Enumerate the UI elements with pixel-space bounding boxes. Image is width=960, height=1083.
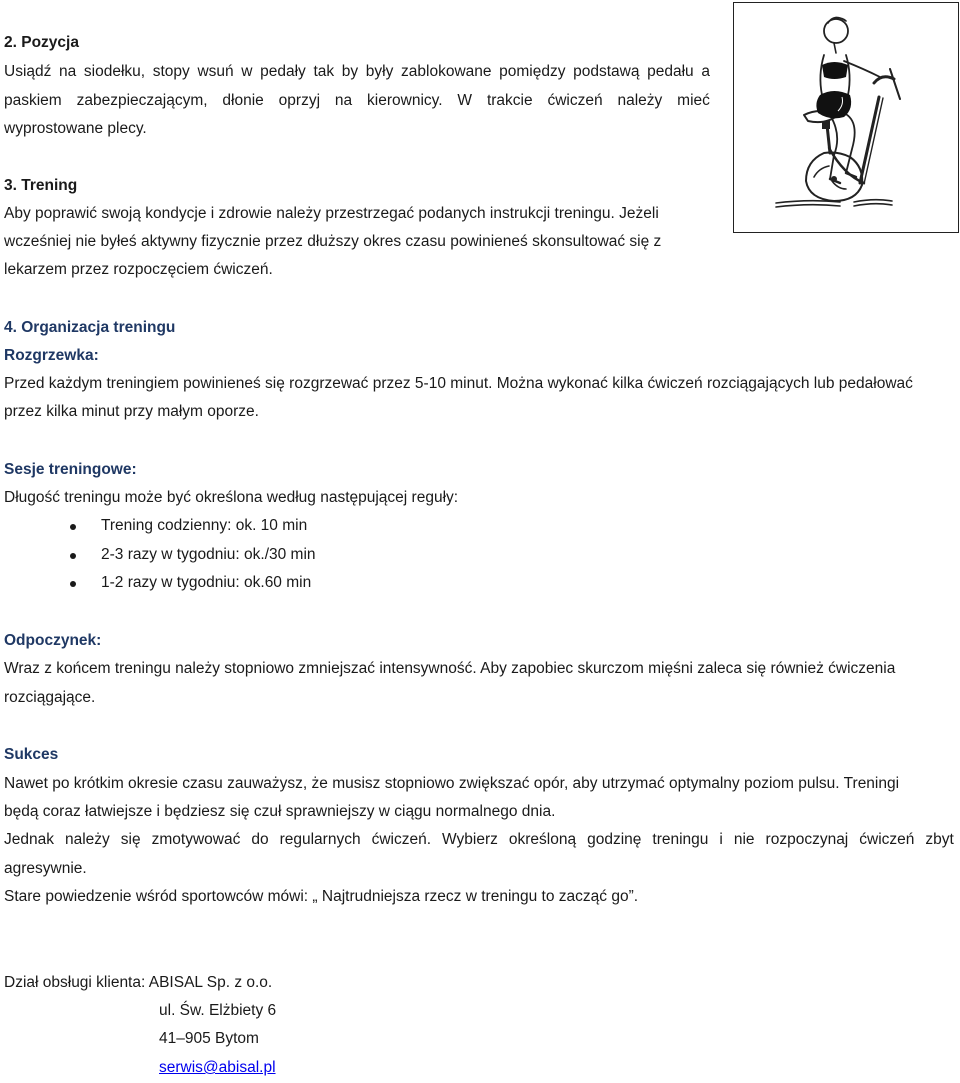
word: zablokowane xyxy=(401,63,492,80)
sessions-heading: Sesje treningowe: xyxy=(4,461,137,478)
word: siodełku, xyxy=(83,63,146,80)
list-item: 2-3 razy w tygodniu: ok./30 min xyxy=(4,541,316,570)
section-2-line-2 xyxy=(4,86,710,115)
word: treningu xyxy=(652,831,709,848)
word: się xyxy=(120,831,141,848)
word: godzinę xyxy=(587,831,642,848)
contact-email-link[interactable]: serwis@abisal.pl xyxy=(159,1059,276,1076)
success-line-3 xyxy=(4,825,954,854)
section-4-heading: 4. Organizacja treningu xyxy=(4,319,176,336)
word: i xyxy=(719,831,723,848)
word: trakcie xyxy=(486,92,533,109)
contact-label: Dział obsługi klienta: ABISAL Sp. z o.o. xyxy=(4,974,273,991)
section-2-line-3: wyprostowane plecy. xyxy=(4,120,147,137)
success-heading: Sukces xyxy=(4,746,59,763)
word: tak xyxy=(313,63,335,80)
word: kierownicy. xyxy=(367,92,443,109)
word: zmotywować xyxy=(151,831,241,848)
success-line-4: agresywnie. xyxy=(4,860,87,877)
section-3-line-3: lekarzem przez rozpoczęciem ćwiczeń. xyxy=(4,261,273,278)
exercise-bike-illustration xyxy=(733,2,959,233)
contact-city: 41–905 Bytom xyxy=(159,1030,259,1047)
list-item: 1-2 razy w tygodniu: ok.60 min xyxy=(4,569,316,598)
word: należy xyxy=(617,92,663,109)
word: mieć xyxy=(677,92,710,109)
word: na xyxy=(334,92,353,109)
word: stopy xyxy=(152,63,190,80)
word: były xyxy=(365,63,394,80)
success-line-5: Stare powiedzenie wśród sportowców mówi: „ Najtrudniejsza rzecz w treningu to zacząć go”. xyxy=(4,888,639,905)
section-3-line-2: wcześniej nie byłeś aktywny fizycznie przez dłuższy okres czasu powinieneś skonsultować się z xyxy=(4,233,662,250)
rest-line-1: Wraz z końcem treningu należy stopniowo zmniejszać intensywność. Aby zapobiec skurczom mięśni zaleca się również ćwiczenia xyxy=(4,660,896,677)
section-2-line-1 xyxy=(4,57,710,86)
word: pedału xyxy=(647,63,694,80)
success-line-1: Nawet po krótkim okresie czasu zauważysz, że musisz stopniowo zwiększać opór, aby utrzymać optymalny poziom pulsu. Treningi xyxy=(4,775,900,792)
word: nie xyxy=(733,831,755,848)
warmup-line-2: przez kilka minut przy małym oporze. xyxy=(4,403,259,420)
rest-line-2: rozciągające. xyxy=(4,689,96,706)
word: Usiądź xyxy=(4,63,52,80)
word: a xyxy=(701,63,710,80)
sessions-intro: Długość treningu może być określona według następującej reguły: xyxy=(4,489,459,506)
word: w xyxy=(241,63,253,80)
word: zabezpieczającym, xyxy=(76,92,208,109)
contact-street: ul. Św. Elżbiety 6 xyxy=(159,1002,277,1019)
word: wsuń xyxy=(197,63,234,80)
word: pomiędzy xyxy=(499,63,566,80)
word: podstawą xyxy=(573,63,640,80)
word: do xyxy=(251,831,269,848)
word: Wybierz xyxy=(442,831,498,848)
word: W xyxy=(457,92,473,109)
sessions-list xyxy=(4,512,316,598)
success-line-2: będą coraz łatwiejsze i będziesz się czuł sprawniejszy w ciągu normalnego dnia. xyxy=(4,803,556,820)
word: paskiem xyxy=(4,92,62,109)
word: na xyxy=(59,63,77,80)
word: określoną xyxy=(508,831,577,848)
word: zbyt xyxy=(925,831,954,848)
word: ćwiczeń xyxy=(547,92,603,109)
warmup-heading: Rozgrzewka: xyxy=(4,347,99,364)
list-item: Trening codzienny: ok. 10 min xyxy=(4,512,316,541)
word: dłonie xyxy=(222,92,264,109)
word: Jednak xyxy=(4,831,54,848)
word: oprzyj xyxy=(278,92,321,109)
warmup-line-1: Przed każdym treningiem powinieneś się rozgrzewać przez 5-10 minut. Można wykonać kilka ćwiczeń rozciągających lub pedałować xyxy=(4,375,913,392)
word: by xyxy=(341,63,359,80)
word: pedały xyxy=(260,63,306,80)
rest-heading: Odpoczynek: xyxy=(4,632,102,649)
word: rozpoczynaj xyxy=(765,831,849,848)
word: należy xyxy=(64,831,110,848)
word: ćwiczeń. xyxy=(371,831,432,848)
section-2-heading: 2. Pozycja xyxy=(4,34,79,51)
word: ćwiczeń xyxy=(859,831,915,848)
word: regularnych xyxy=(279,831,361,848)
section-3-heading: 3. Trening xyxy=(4,177,78,194)
exercise-bike-icon xyxy=(734,3,958,232)
section-3-line-1: Aby poprawić swoją kondycje i zdrowie należy przestrzegać podanych instrukcji treningu. Jeżeli xyxy=(4,205,659,222)
